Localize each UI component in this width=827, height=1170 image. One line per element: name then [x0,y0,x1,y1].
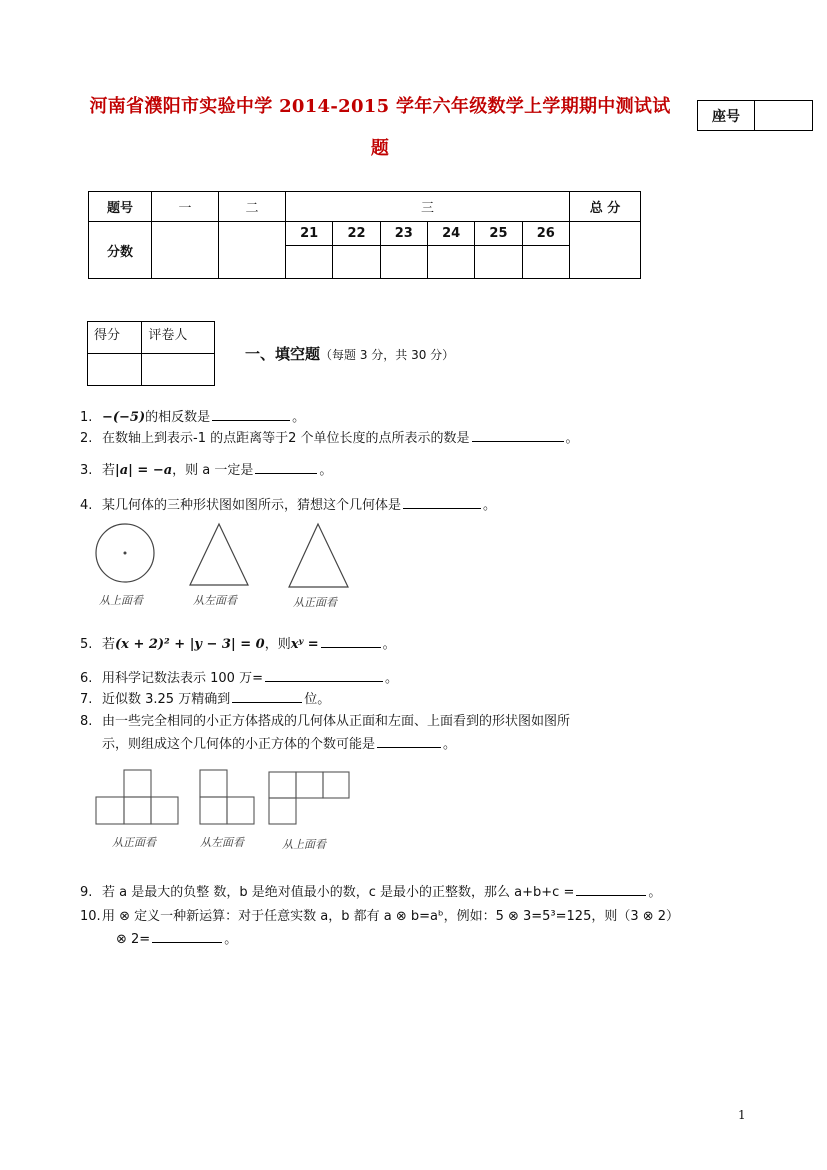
q6-text: 用科学记数法表示 100 万= [102,671,263,686]
score-cell-22[interactable] [333,246,380,279]
q9-number: 9. [80,885,93,900]
q3-end: 。 [319,463,333,478]
q8-label-top: 从上面看 [282,838,326,851]
question-10-line1 [80,905,679,924]
q6-answer-blank[interactable] [265,669,383,682]
front-view-triangle [289,524,348,587]
grader-name-field[interactable] [142,354,215,386]
q9-text: 若 a 是最大的负整 数，b 是绝对值最小的数，c 是最小的正整数，那么 a+b+c = [102,885,575,900]
subq-25: 25 [475,222,522,246]
grader-score-field[interactable] [88,354,142,386]
q7-end: 位。 [304,692,331,707]
section-header-3: 三 [286,192,570,222]
q3-text: ，则 a 一定是 [172,463,254,478]
seat-label: 座号 [698,101,755,130]
score-cell-25[interactable] [475,246,522,279]
score-cell-24[interactable] [427,246,474,279]
left-view-triangle [190,524,248,585]
q5-expr: (x + 2)² + |y − 3| = 0 [115,637,265,652]
q5-answer-blank[interactable] [321,635,381,648]
q10-line1: 用 ⊗ 定义一种新运算：对于任意实数 a，b 都有 a ⊗ b=aᵇ，例如：5 ⊗ 3=5³=125，则（3 ⊗ 2） [102,909,680,924]
section-1-note: （每题 3 分，共 30 分） [320,348,455,362]
q8-line1: 由一些完全相同的小正方体搭成的几何体从正面和左面、上面看到的形状图如图所 [102,714,571,729]
question-7 [80,688,330,707]
subq-24: 24 [427,222,474,246]
question-4 [80,494,496,513]
score-cell-21[interactable] [286,246,333,279]
question-10-line2 [116,928,237,947]
question-6 [80,667,398,686]
q5-expr2: xʸ = [290,637,319,652]
q7-text: 近似数 3.25 万精确到 [102,692,231,707]
question-9 [80,881,661,900]
question-5 [80,633,396,652]
page-number: 1 [738,1108,746,1122]
q4-figure [88,520,363,612]
question-2 [80,427,579,446]
q8-top-view [269,772,349,824]
section-1-heading [245,343,454,364]
q2-answer-blank[interactable] [472,429,564,442]
score-cell-1[interactable] [152,222,219,279]
exam-title-line1: 河南省濮阳市实验中学 2014-2015 学年六年级数学上学期期中测试试 [89,96,671,117]
q5-mid: ，则 [264,637,291,652]
q6-end: 。 [384,671,398,686]
question-1 [80,406,305,425]
q10-answer-blank[interactable] [152,930,222,943]
total-score-cell[interactable] [570,222,641,279]
q4-label-front: 从正面看 [293,596,337,609]
q4-end: 。 [483,498,497,513]
q8-figure [90,766,360,856]
q8-left-view [200,770,254,824]
q10-number: 10. [80,909,101,924]
question-3 [80,459,332,478]
q10-end: 。 [224,932,238,947]
q8-label-front: 从正面看 [112,836,156,849]
q1-number: 1. [80,410,93,425]
q1-end: 。 [292,410,306,425]
q8-answer-blank[interactable] [377,735,441,748]
grader-name-label: 评卷人 [142,322,215,354]
subq-26: 26 [522,222,569,246]
q3-number: 3. [80,463,93,478]
q7-number: 7. [80,692,93,707]
score-cell-23[interactable] [380,246,427,279]
q5-end: 。 [382,637,396,652]
q9-answer-blank[interactable] [576,883,646,896]
q4-text: 某几何体的三种形状图如图所示，猜想这个几何体是 [102,498,402,513]
section-1-title: 一、填空题 [245,345,321,363]
question-8-line1 [80,710,570,729]
top-view-center-dot [124,552,127,555]
q3-expr: |a| = −a [115,463,173,478]
q4-number: 4. [80,498,93,513]
q4-label-top: 从上面看 [99,594,143,607]
q1-text: 的相反数是 [145,410,211,425]
score-table [88,191,641,279]
exam-title-line2: 题 [370,138,390,159]
q8-label-left: 从左面看 [200,836,244,849]
section-header-2: 二 [219,192,286,222]
q4-answer-blank[interactable] [403,496,481,509]
grader-table [87,321,215,386]
q2-number: 2. [80,431,93,446]
q8-line2: 示，则组成这个几何体的小正方体的个数可能是 [102,737,376,752]
total-label: 总 分 [570,192,641,222]
q5-number: 5. [80,637,93,652]
q8-front-view [96,770,178,824]
q5-pre: 若 [102,637,116,652]
score-cell-26[interactable] [522,246,569,279]
q1-expr: −(−5) [102,410,146,425]
seat-number-box [697,100,813,131]
q9-end: 。 [648,885,662,900]
q6-number: 6. [80,671,93,686]
q1-answer-blank[interactable] [212,408,290,421]
q8-end: 。 [443,737,457,752]
q7-answer-blank[interactable] [232,690,302,703]
score-cell-2[interactable] [219,222,286,279]
grader-score-label: 得分 [88,322,142,354]
q3-answer-blank[interactable] [255,461,317,474]
subq-23: 23 [380,222,427,246]
q3-pre: 若 [102,463,116,478]
q2-text: 在数轴上到表示-1 的点距离等于2 个单位长度的点所表示的数是 [102,431,470,446]
subq-21: 21 [286,222,333,246]
subq-22: 22 [333,222,380,246]
score-label: 分数 [89,222,152,279]
q2-end: 。 [565,431,579,446]
q8-number: 8. [80,714,93,729]
question-8-line2 [102,733,456,752]
section-header-1: 一 [152,192,219,222]
seat-number-field[interactable] [755,101,812,130]
header-label: 题号 [89,192,152,222]
q10-line2: ⊗ 2= [116,932,151,947]
q4-label-left: 从左面看 [193,594,237,607]
